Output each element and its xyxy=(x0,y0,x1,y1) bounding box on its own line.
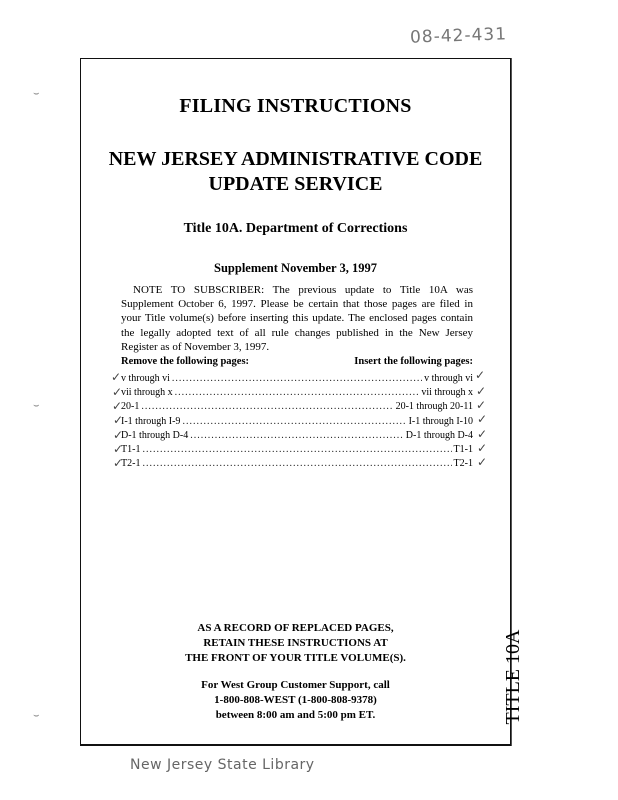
check-mark-icon: ✓ xyxy=(476,384,487,398)
check-mark-icon: ✓ xyxy=(112,385,123,399)
insert-pages: v through vi xyxy=(424,373,473,384)
leader-dots xyxy=(190,429,404,443)
code-title xyxy=(80,147,511,197)
record-instructions xyxy=(80,621,511,666)
bottom-rule xyxy=(80,744,511,746)
table-row xyxy=(121,443,473,457)
library-stamp: New Jersey State Library xyxy=(130,757,315,773)
check-mark-icon: ✓ xyxy=(113,428,124,442)
check-mark-icon: ✓ xyxy=(112,399,123,413)
check-mark-icon: ✓ xyxy=(477,412,488,426)
insert-pages: I-1 through I-10 xyxy=(408,415,473,427)
remove-pages: vii through x xyxy=(121,387,173,399)
leader-dots xyxy=(172,372,422,386)
margin-mark-icon: ⌣ xyxy=(33,88,40,99)
record-line: RETAIN THESE INSTRUCTIONS AT xyxy=(203,637,388,649)
check-mark-icon: ✓ xyxy=(111,370,122,384)
record-line: THE FRONT OF YOUR TITLE VOLUME(S). xyxy=(185,652,406,664)
insert-pages: T1-1 xyxy=(453,444,473,456)
check-mark-icon: ✓ xyxy=(113,413,124,427)
remove-column-header: Remove the following pages: xyxy=(121,356,250,367)
leader-dots xyxy=(142,457,451,471)
support-line: For West Group Customer Support, call xyxy=(201,679,390,691)
remove-pages: 20-1 xyxy=(121,401,140,413)
margin-mark-icon: ⌣ xyxy=(33,400,40,411)
subscriber-note: NOTE TO SUBSCRIBER: The previous update to Title 10A was Supplement October 6, 1997. Please be certain that those pages are filed in your Title volume(s) before inserting this update. The enclosed pages contain the legally adopted text of all rule changes published in the New Jersey Register as of November 3, 1997. xyxy=(121,284,473,353)
check-mark-icon: ✓ xyxy=(477,427,488,441)
check-mark-icon: ✓ xyxy=(113,442,124,456)
table-row xyxy=(121,415,473,429)
insert-pages: D-1 through D-4 xyxy=(405,429,473,441)
remove-pages: D-1 through D-4 xyxy=(121,429,189,441)
leader-dots xyxy=(175,386,420,400)
check-mark-icon: ✓ xyxy=(475,368,486,382)
check-mark-icon: ✓ xyxy=(476,398,487,412)
insert-pages: T2-1 xyxy=(453,458,473,470)
check-mark-icon: ✓ xyxy=(477,441,488,455)
pages-table xyxy=(121,372,473,471)
customer-support xyxy=(80,678,511,723)
remove-pages: T2-1 xyxy=(121,458,141,470)
remove-pages: v through vi xyxy=(121,373,170,384)
remove-pages: T1-1 xyxy=(121,444,141,456)
margin-mark-icon: ⌣ xyxy=(33,710,40,721)
title-tab-label: TITLE 10A xyxy=(502,629,524,725)
record-line: AS A RECORD OF REPLACED PAGES, xyxy=(197,622,394,634)
table-row xyxy=(121,386,473,400)
table-row xyxy=(121,372,473,386)
filing-instructions-title: FILING INSTRUCTIONS xyxy=(179,95,412,117)
support-line: between 8:00 am and 5:00 pm ET. xyxy=(215,709,376,721)
remove-pages: I-1 through I-9 xyxy=(121,415,181,427)
leader-dots xyxy=(142,443,451,457)
supplement-date: Supplement November 3, 1997 xyxy=(214,261,377,275)
table-row xyxy=(121,400,473,414)
department-subtitle: Title 10A. Department of Corrections xyxy=(183,221,408,236)
pages-table-header xyxy=(121,356,473,367)
table-row xyxy=(121,429,473,443)
support-line: 1-800-808-WEST (1-800-808-9378) xyxy=(214,694,377,706)
insert-pages: 20-1 through 20-11 xyxy=(395,401,473,413)
code-title-line-1: NEW JERSEY ADMINISTRATIVE CODE xyxy=(108,148,483,170)
code-title-line-2: UPDATE SERVICE xyxy=(208,173,383,195)
handwritten-stamp: 08-42-431 xyxy=(409,24,508,48)
table-row xyxy=(121,457,473,471)
insert-column-header: Insert the following pages: xyxy=(354,356,473,367)
insert-pages: vii through x xyxy=(421,387,473,399)
check-mark-icon: ✓ xyxy=(113,456,124,470)
check-mark-icon: ✓ xyxy=(477,455,488,469)
leader-dots xyxy=(182,415,406,429)
leader-dots xyxy=(141,400,393,414)
